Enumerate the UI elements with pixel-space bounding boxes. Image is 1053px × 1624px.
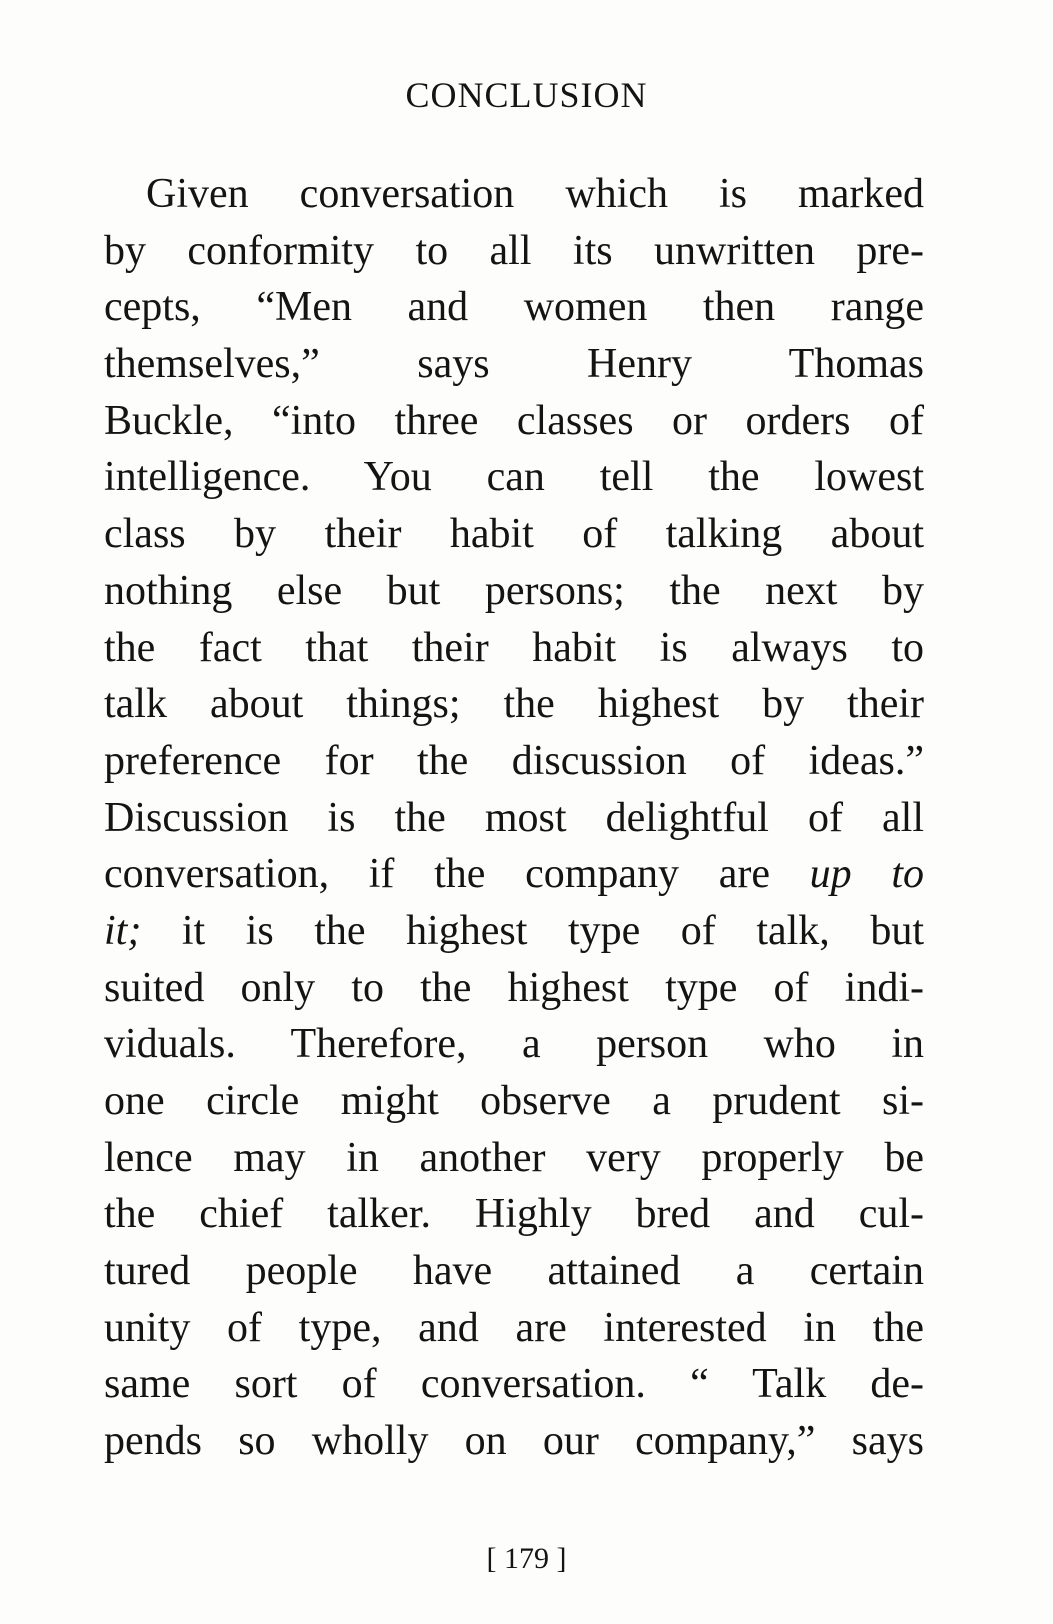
body-text — [104, 166, 924, 1470]
text-line: the fact that their habit is always to — [104, 624, 924, 671]
line-text: it is the highest type of talk, but — [141, 907, 924, 954]
text-line: cepts, “Men and women then range — [104, 284, 924, 331]
text-line — [104, 903, 924, 960]
text-line: one circle might observe a prudent si- — [104, 1078, 924, 1124]
text-line: preference for the discussion of ideas.” — [104, 737, 924, 784]
text-line: nothing else but persons; the next by — [104, 567, 924, 614]
text-line: Given conversation which is marked — [146, 171, 924, 217]
italic-text: it; — [104, 907, 142, 954]
text-line — [104, 846, 924, 903]
text-line: intelligence. You can tell the lowest — [104, 454, 924, 501]
text-line: suited only to the highest type of indi- — [104, 964, 924, 1011]
text-line: by conformity to all its unwritten pre- — [104, 227, 924, 274]
text-line: themselves,” says Henry Thomas — [104, 341, 924, 388]
page-number: [ 179 ] — [486, 1542, 567, 1575]
italic-text: up to — [809, 851, 924, 898]
text-line: unity of type, and are interested in the — [104, 1304, 924, 1351]
text-line: tured people have attained a certain — [104, 1248, 924, 1295]
text-line: Discussion is the most delightful of all — [104, 794, 924, 841]
running-head: CONCLUSION — [405, 75, 648, 115]
text-line: Buckle, “into three classes or orders of — [104, 397, 924, 444]
text-line: same sort of conversation. “ Talk de- — [104, 1361, 924, 1408]
text-line: class by their habit of talking about — [104, 511, 924, 558]
text-line: the chief talker. Highly bred and cul- — [104, 1191, 924, 1238]
text-line: pends so wholly on our company,” says — [104, 1418, 924, 1465]
text-line: lence may in another very properly be — [104, 1134, 924, 1181]
text-line: viduals. Therefore, a person who in — [104, 1021, 924, 1068]
line-text: conversation, if the company are — [104, 851, 810, 898]
text-line: talk about things; the highest by their — [104, 681, 924, 728]
